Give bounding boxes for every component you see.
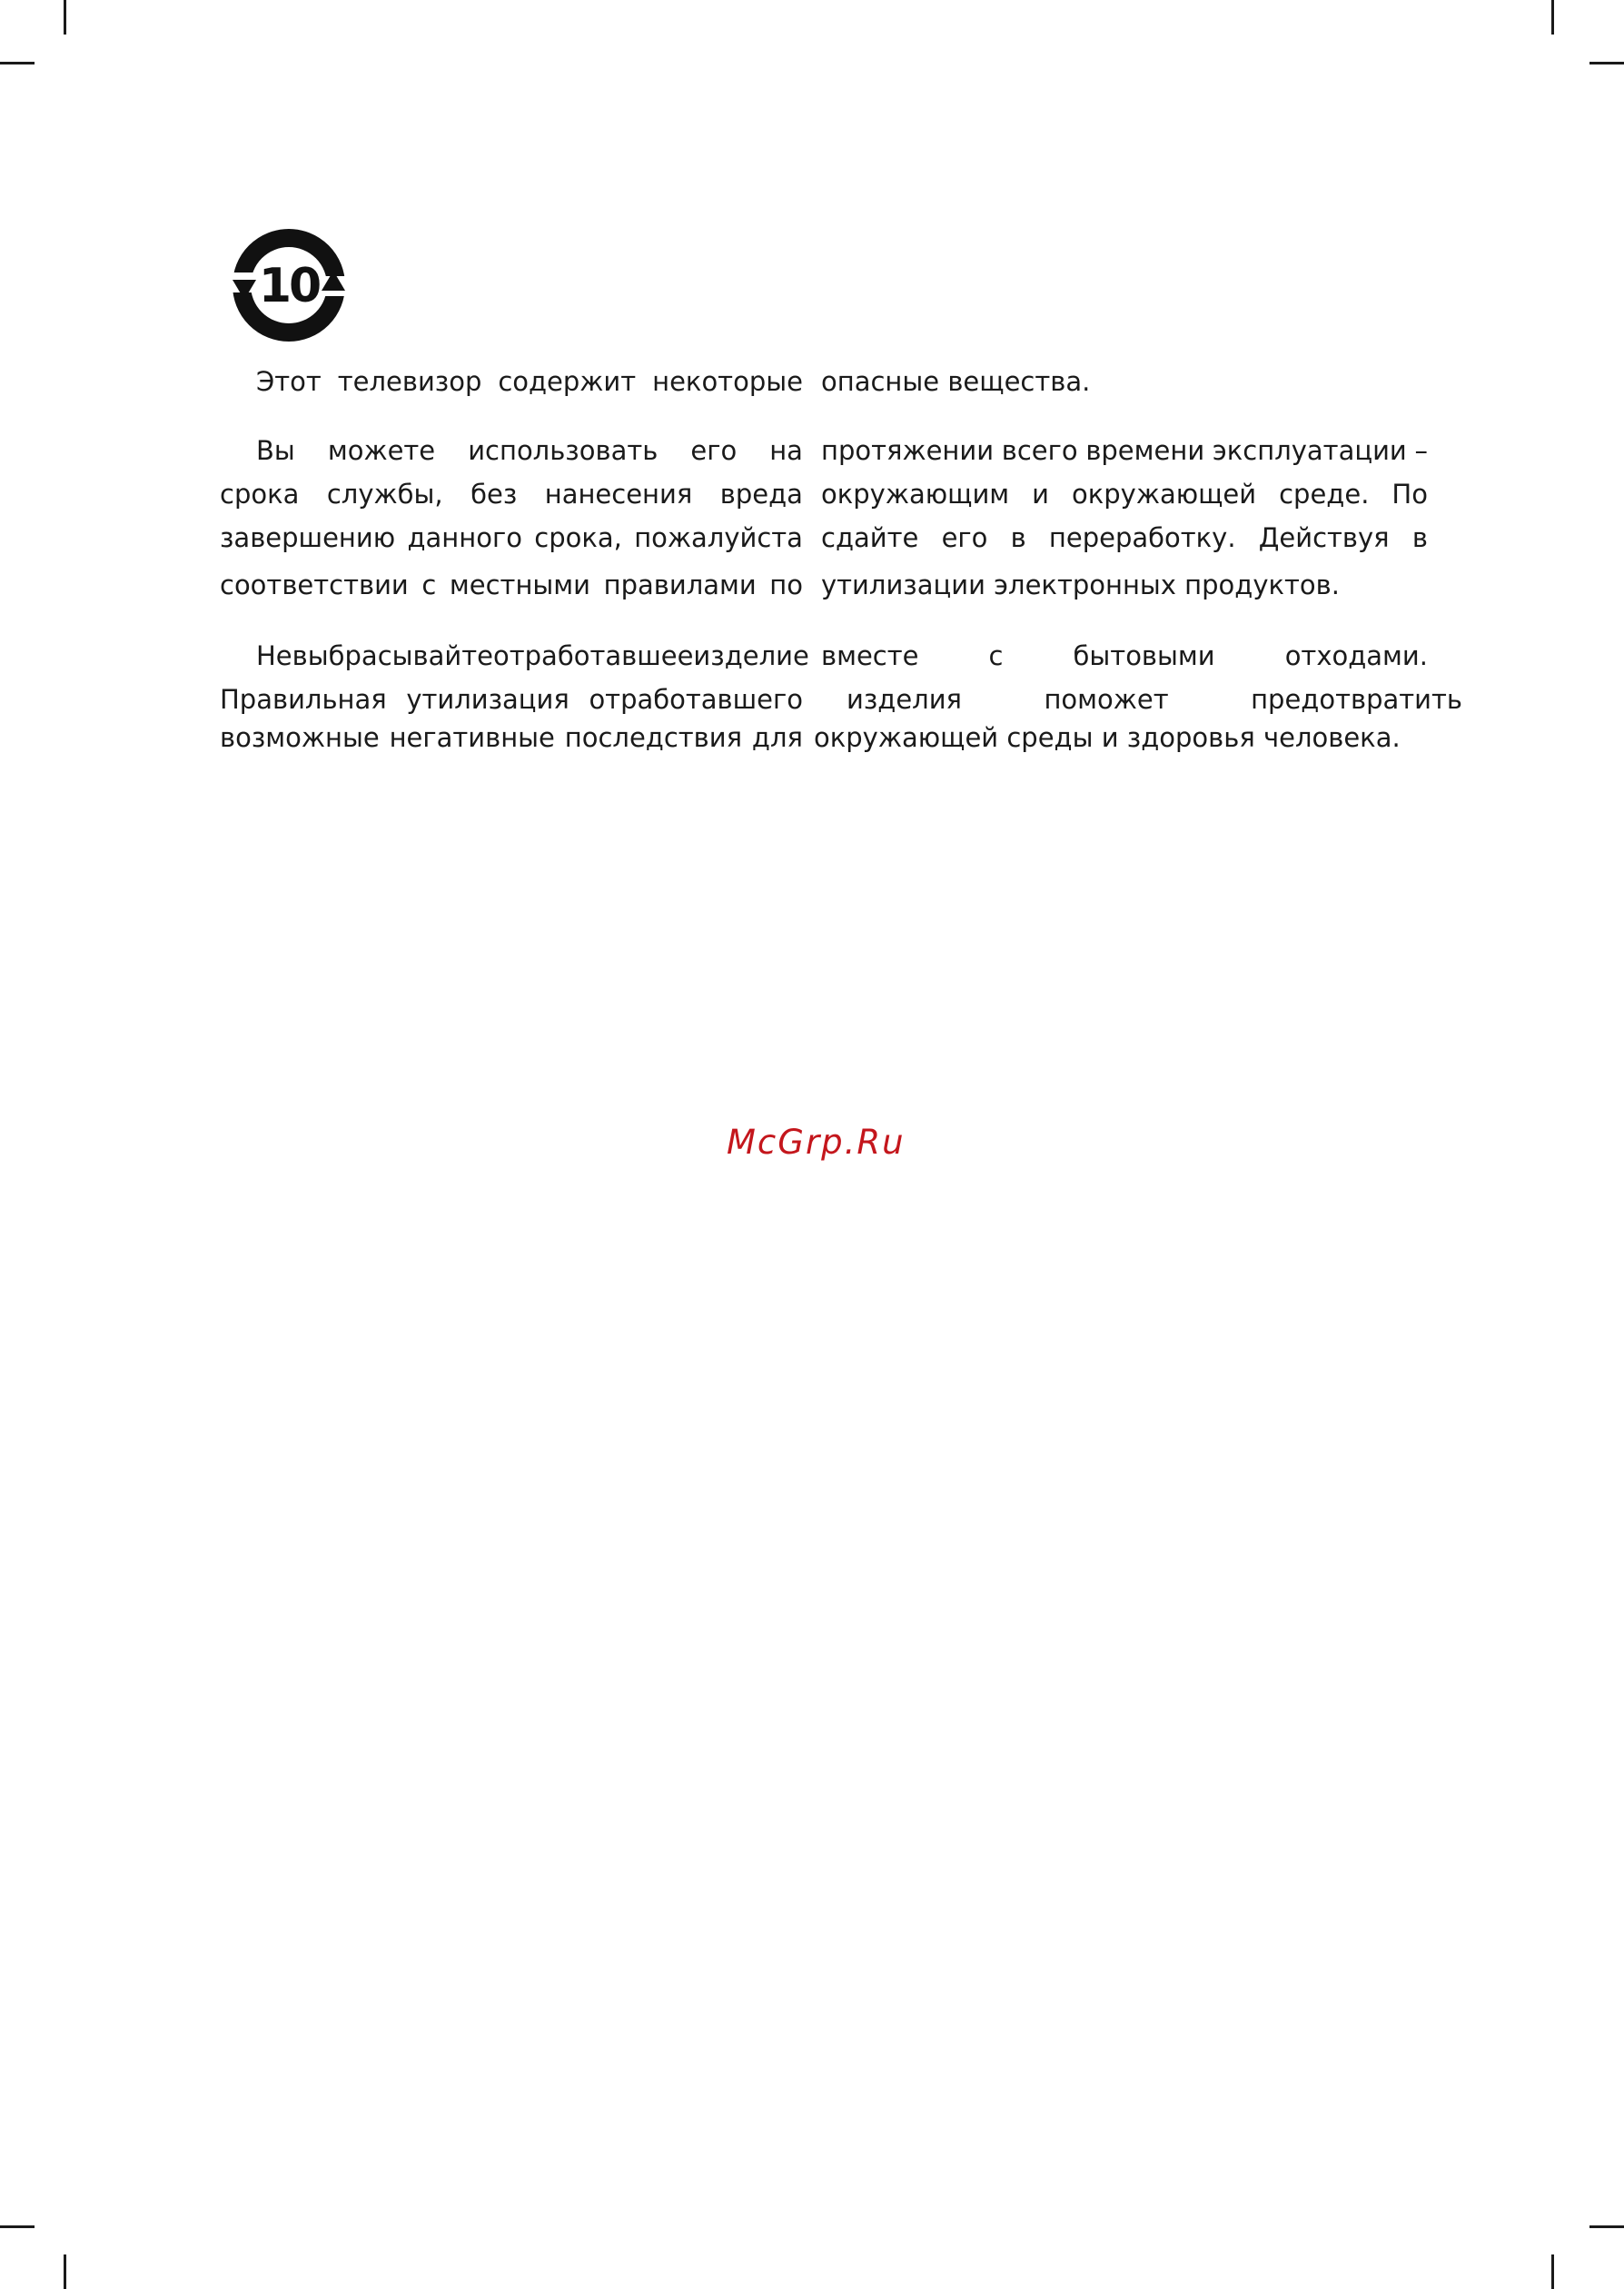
word: можете [327, 435, 436, 466]
word: времени [1085, 435, 1205, 466]
crop-mark-top-right-vertical [1551, 0, 1554, 35]
line-right-column [847, 678, 1462, 721]
word: службы, [326, 479, 443, 510]
word: отработавшее [493, 640, 694, 671]
word: телевизор [337, 366, 482, 397]
line-left-column [220, 516, 803, 560]
word: Этот [256, 366, 322, 397]
crop-mark-top-left-vertical [64, 0, 66, 35]
word: некоторые [652, 366, 803, 397]
word: Не [256, 640, 292, 671]
word: изделие [693, 640, 809, 671]
word: использовать [468, 435, 659, 466]
line-right-column: утилизации электронных продуктов. [821, 570, 1340, 600]
line-left-column [220, 678, 803, 721]
word: по [769, 570, 803, 600]
word: местными [449, 570, 591, 600]
line-left-column [220, 716, 803, 759]
line-left-column [220, 472, 803, 516]
word: сдайте [821, 522, 919, 553]
word: среде. [1279, 479, 1370, 510]
word: на [769, 435, 803, 466]
word: окружающей [1071, 479, 1257, 510]
word: без [470, 479, 518, 510]
word: переработку. [1048, 522, 1236, 553]
word: и [1032, 479, 1050, 510]
line-left-column [256, 360, 803, 403]
word: всего [1001, 435, 1078, 466]
word: – [1414, 435, 1428, 466]
word: возможные [220, 722, 380, 753]
crop-mark-top-left-horizontal [0, 62, 35, 64]
logo-number: 10 [258, 259, 320, 313]
word: с [988, 640, 1004, 671]
word: протяжении [821, 435, 995, 466]
crop-mark-bottom-right-vertical [1551, 2254, 1554, 2289]
word: соответствии [220, 570, 409, 600]
word: завершению [220, 522, 396, 553]
word: срока [220, 479, 300, 510]
watermark: McGrp.Ru [727, 1123, 906, 1162]
word: вреда [719, 479, 803, 510]
word: вместе [821, 640, 919, 671]
word: последствия [564, 722, 743, 753]
word: пожалуйста [634, 522, 803, 553]
crop-mark-bottom-right-horizontal [1589, 2225, 1624, 2228]
environment-protection-use-period-icon [229, 225, 349, 345]
word: его [941, 522, 988, 553]
word: По [1391, 479, 1428, 510]
line-right-column [821, 516, 1428, 560]
line-left-column [256, 429, 803, 472]
word: Вы [256, 435, 295, 466]
word: в [1010, 522, 1026, 553]
line-right-column: окружающей среды и здоровья человека. [814, 722, 1401, 753]
word: в [1411, 522, 1428, 553]
word: отходами. [1284, 640, 1428, 671]
word: эксплуатации [1212, 435, 1407, 466]
word: изделия [847, 684, 962, 715]
word: с [421, 570, 437, 600]
word: его [690, 435, 738, 466]
line-left-column [256, 634, 809, 678]
word: выбрасывайте [292, 640, 493, 671]
word: для [751, 722, 803, 753]
word: утилизация [406, 684, 569, 715]
word: правилами [603, 570, 757, 600]
word: Правильная [220, 684, 387, 715]
crop-mark-bottom-left-vertical [64, 2254, 66, 2289]
line-right-column [821, 472, 1428, 516]
word: Действуя [1258, 522, 1390, 553]
word: данного [407, 522, 522, 553]
crop-mark-bottom-left-horizontal [0, 2225, 35, 2228]
word: предотвратить [1251, 684, 1462, 715]
word: нанесения [544, 479, 693, 510]
line-right-column [821, 634, 1428, 678]
crop-mark-top-right-horizontal [1589, 62, 1624, 64]
word: негативные [389, 722, 555, 753]
word: срока, [534, 522, 622, 553]
line-left-column [220, 563, 803, 607]
word: содержит [498, 366, 637, 397]
line-right-column: опасные вещества. [821, 366, 1091, 397]
word: отработавшего [589, 684, 803, 715]
line-right-column [821, 429, 1428, 472]
word: окружающим [821, 479, 1010, 510]
word: поможет [1044, 684, 1169, 715]
word: бытовыми [1073, 640, 1215, 671]
